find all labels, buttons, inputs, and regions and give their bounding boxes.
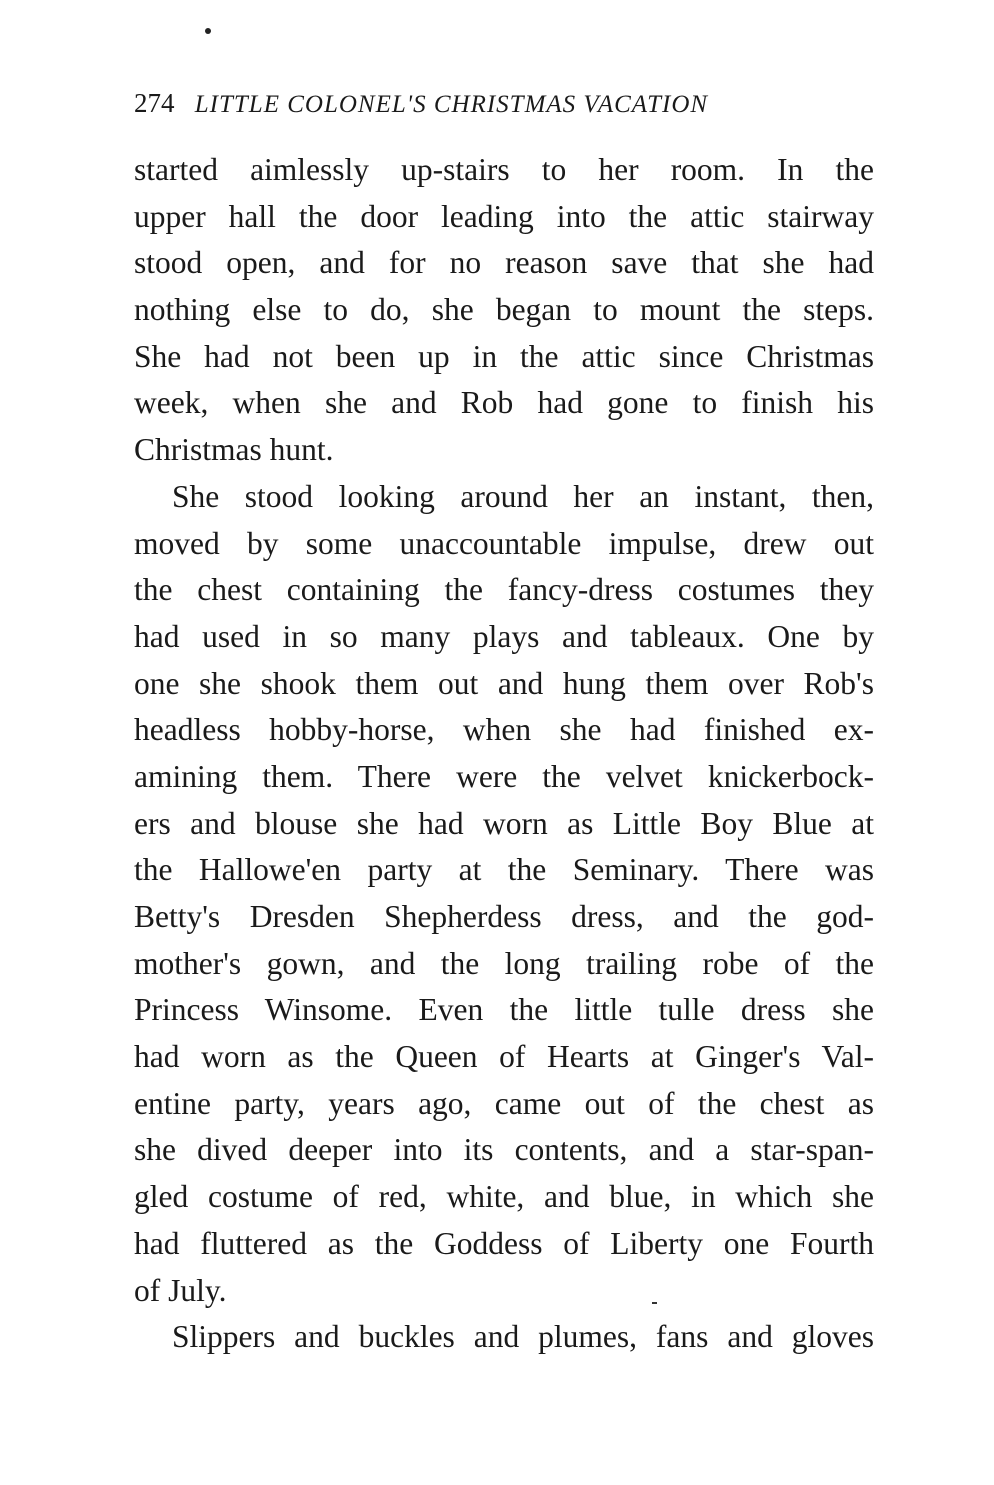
text-line: nothing else to do, she began to mount the steps. xyxy=(134,292,874,328)
text-line: of July. xyxy=(134,1272,227,1308)
text-line: Princess Winsome. Even the little tulle dress she xyxy=(134,992,874,1028)
text-line: She stood looking around her an instant, then, xyxy=(172,478,874,514)
text-line: She had not been up in the attic since Christmas xyxy=(134,338,874,374)
text-line: headless hobby-horse, when she had finished ex- xyxy=(134,712,874,748)
text-line: Betty's Dresden Shepherdess dress, and the god- xyxy=(134,899,874,934)
text-line: ers and blouse she had worn as Little Boy Blue at xyxy=(134,805,874,841)
text-line: mother's gown, and the long trailing robe of the xyxy=(134,945,874,981)
text-line: had fluttered as the Goddess of Liberty one Fourth xyxy=(134,1225,874,1261)
text-line: had worn as the Queen of Hearts at Ginger's Val- xyxy=(134,1039,874,1075)
text-line: Christmas hunt. xyxy=(134,432,334,468)
text-line: amining them. There were the velvet knickerbock- xyxy=(134,758,874,794)
text-line: the Hallowe'en party at the Seminary. There was xyxy=(134,852,874,888)
ink-speck xyxy=(205,28,211,34)
text-line: upper hall the door leading into the attic stairway xyxy=(134,198,874,234)
text-line: stood open, and for no reason save that she had xyxy=(134,245,874,281)
text-line: started aimlessly up-stairs to her room. In the xyxy=(134,152,874,187)
text-line: one she shook them out and hung them over Rob's xyxy=(134,665,874,701)
body-text xyxy=(134,147,874,1361)
page-number: 274 xyxy=(134,88,175,118)
text-line: gled costume of red, white, and blue, in which she xyxy=(134,1179,874,1215)
text-line: had used in so many plays and tableaux. One by xyxy=(134,618,874,654)
text-line: moved by some unaccountable impulse, drew out xyxy=(134,525,874,561)
ink-speck xyxy=(652,1302,657,1304)
text-line: entine party, years ago, came out of the chest as xyxy=(134,1085,874,1121)
text-line: Slippers and buckles and plumes, fans and gloves xyxy=(172,1319,874,1355)
page-header xyxy=(134,88,854,128)
text-line: the chest containing the fancy-dress costumes they xyxy=(134,572,874,608)
text-line: week, when she and Rob had gone to finish his xyxy=(134,385,874,421)
text-line: she dived deeper into its contents, and a star-span- xyxy=(134,1132,874,1168)
running-title: LITTLE COLONEL'S CHRISTMAS VACATION xyxy=(194,91,709,118)
